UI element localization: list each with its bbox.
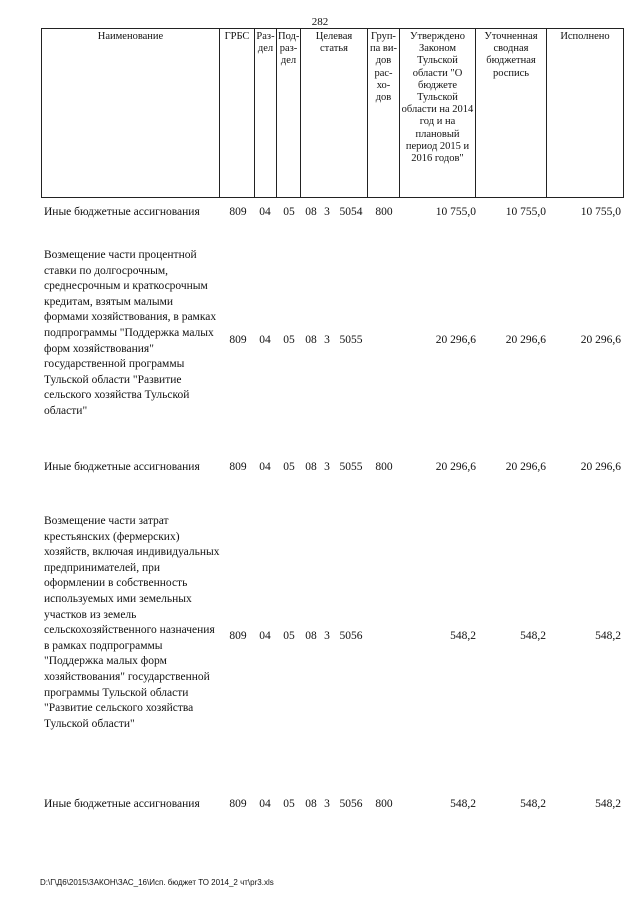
header-executed: Исполнено: [547, 29, 624, 198]
row-target-part2: 3: [324, 206, 330, 218]
row-refined: 548,2: [520, 798, 546, 810]
row-refined: 548,2: [520, 630, 546, 642]
footer-file-path: D:\Г\Д6\2015\ЗАКОН\ЗАС_16\Исп. бюджет ТО 2014_2 чт\pr3.xls: [40, 878, 274, 887]
header-grbs: ГРБС: [220, 29, 255, 198]
row-target-part1: 08: [305, 798, 317, 810]
header-expense-group: Груп-па ви-дов рас-хо-дов: [368, 29, 400, 198]
header-podrazdel: Под-раз-дел: [277, 29, 301, 198]
row-name: Иные бюджетные ассигнования: [44, 206, 200, 218]
row-grbs: 809: [229, 461, 247, 473]
row-podrazdel: 05: [283, 206, 295, 218]
header-refined: Уточненная сводная бюджетная роспись: [476, 29, 547, 198]
row-grbs: 809: [229, 206, 247, 218]
row-razdel: 04: [259, 334, 271, 346]
row-target-part3: 5056: [339, 798, 363, 810]
row-refined: 20 296,6: [505, 334, 546, 346]
row-target-part1: 08: [305, 206, 317, 218]
row-podrazdel: 05: [283, 630, 295, 642]
row-grbs: 809: [229, 798, 247, 810]
row-expense-group: 800: [375, 461, 393, 473]
row-grbs: 809: [229, 334, 247, 346]
row-approved: 10 755,0: [435, 206, 476, 218]
row-target-part1: 08: [305, 461, 317, 473]
row-executed: 548,2: [595, 798, 621, 810]
row-razdel: 04: [259, 461, 271, 473]
row-executed: 20 296,6: [580, 334, 621, 346]
row-executed: 548,2: [595, 630, 621, 642]
header-approved: Утверждено Законом Тульской области "О бюджете Тульской области на 2014 год и на плановый период 2015 и 2016 годов": [400, 29, 476, 198]
row-name: Иные бюджетные ассигнования: [44, 461, 200, 473]
row-executed: 10 755,0: [580, 206, 621, 218]
row-target-part2: 3: [324, 798, 330, 810]
row-executed: 20 296,6: [580, 461, 621, 473]
row-refined: 10 755,0: [505, 206, 546, 218]
row-target-part3: 5055: [339, 334, 363, 346]
row-podrazdel: 05: [283, 798, 295, 810]
row-name: Иные бюджетные ассигнования: [44, 798, 200, 810]
header-name: Наименование: [42, 29, 220, 198]
row-razdel: 04: [259, 798, 271, 810]
table-header: [41, 28, 624, 198]
row-name: Возмещение части затрат крестьянских (фермерских) хозяйств, включая индивидуальных предпринимателей, при оформлении в собственность используемых ими земельных участков из земель сельскохозяйственного назначения в рамках подпрограммы "Поддержка малых форм хозяйствования" государственной программы Тульской области "Развитие сельского хозяйства Тульской области": [44, 515, 220, 730]
row-target-part1: 08: [305, 630, 317, 642]
header-razdel: Раз-дел: [255, 29, 277, 198]
row-target-part1: 08: [305, 334, 317, 346]
row-razdel: 04: [259, 630, 271, 642]
row-target-part3: 5054: [339, 206, 363, 218]
row-podrazdel: 05: [283, 334, 295, 346]
row-target-part2: 3: [324, 334, 330, 346]
row-target-part3: 5055: [339, 461, 363, 473]
row-name: Возмещение части процентной ставки по долгосрочным, среднесрочным и краткосрочным кредитам, взятым малыми формами хозяйствования, в рамках подпрограммы "Поддержка малых форм хозяйствования" государственной программы Тульской области "Развитие сельского хозяйства Тульской области": [44, 249, 217, 417]
row-target-part2: 3: [324, 630, 330, 642]
row-approved: 20 296,6: [435, 461, 476, 473]
row-approved: 20 296,6: [435, 334, 476, 346]
row-grbs: 809: [229, 630, 247, 642]
row-approved: 548,2: [450, 798, 476, 810]
row-target-part3: 5056: [339, 630, 363, 642]
header-target-article: Целевая статья: [301, 29, 368, 198]
page-number: 282: [311, 16, 329, 28]
row-podrazdel: 05: [283, 461, 295, 473]
row-expense-group: 800: [375, 206, 393, 218]
row-expense-group: 800: [375, 798, 393, 810]
row-refined: 20 296,6: [505, 461, 546, 473]
row-razdel: 04: [259, 206, 271, 218]
row-target-part2: 3: [324, 461, 330, 473]
row-approved: 548,2: [450, 630, 476, 642]
